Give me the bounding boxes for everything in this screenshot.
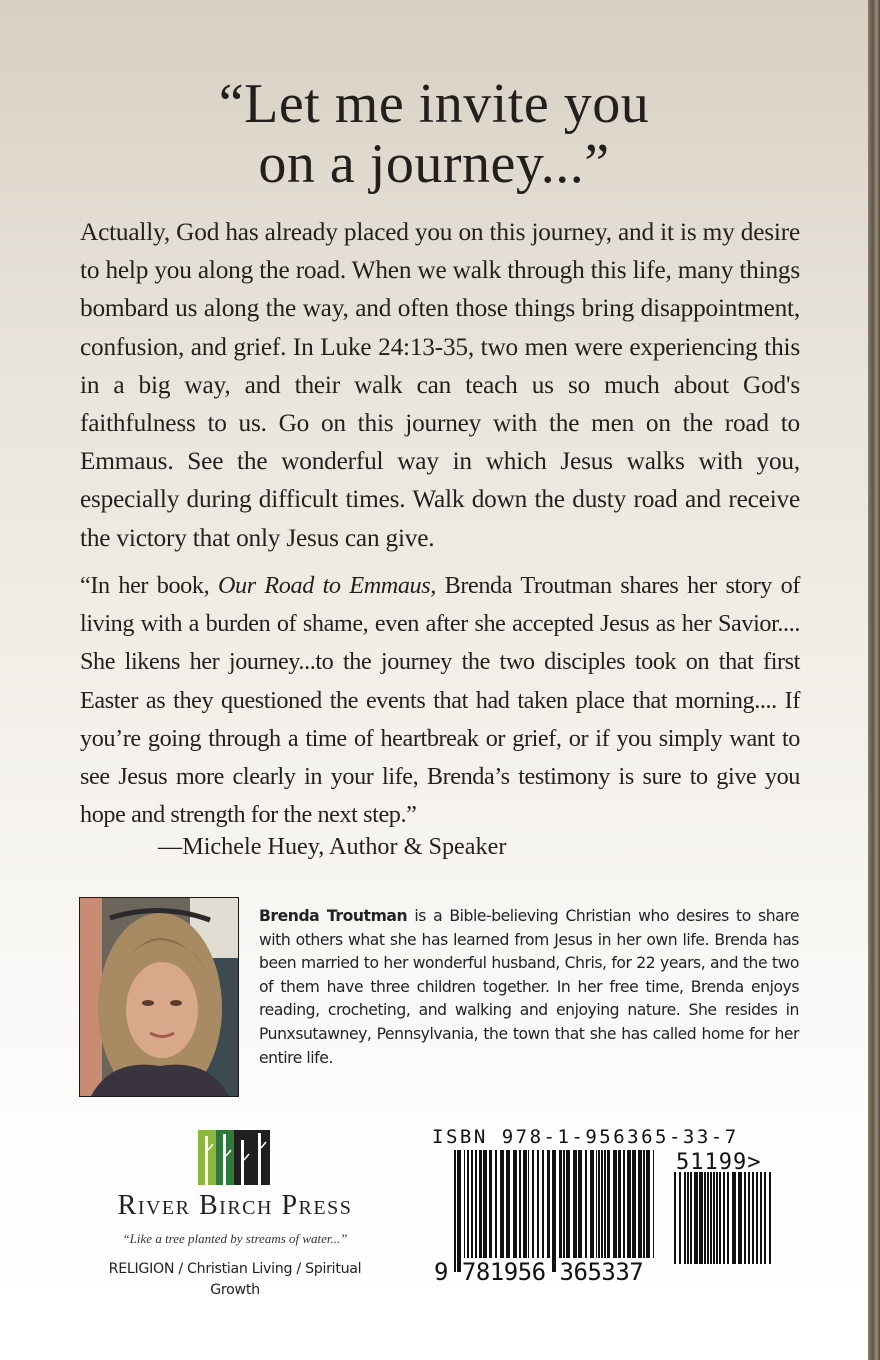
- isbn-digits: 9 781956 365337: [434, 1258, 644, 1286]
- barcode-bar: [632, 1150, 636, 1258]
- endorsement-quote: [80, 567, 800, 834]
- barcode-bar: [756, 1172, 758, 1264]
- birch-trees-icon: [198, 1130, 270, 1185]
- barcode-bar: [598, 1150, 600, 1258]
- barcode-bar: [738, 1172, 742, 1264]
- barcode-bar: [764, 1172, 766, 1264]
- headline-line-1: “Let me invite you: [218, 73, 650, 135]
- author-photo: [79, 897, 239, 1097]
- barcode-bar: [590, 1150, 594, 1258]
- endorsement-book-title: Our Road to Emmaus,: [217, 572, 436, 599]
- barcode-bar: [732, 1172, 736, 1264]
- author-bio: [259, 905, 799, 1070]
- barcode-bar: [547, 1150, 550, 1258]
- barcode-bar: [623, 1150, 625, 1258]
- barcode-bar: [475, 1150, 477, 1258]
- barcode-bar: [653, 1150, 654, 1258]
- barcode-bar: [467, 1150, 469, 1258]
- book-category: RELIGION / Christian Living / Spiritual Growth: [108, 1261, 362, 1298]
- barcode-bar: [513, 1150, 517, 1258]
- barcode-bar: [495, 1150, 497, 1258]
- barcode-bar: [713, 1172, 715, 1264]
- endorsement-attribution: —Michele Huey, Author & Speaker: [158, 833, 507, 860]
- barcode-bar: [643, 1150, 645, 1258]
- barcode-bar: [566, 1150, 570, 1258]
- barcode-bar: [707, 1172, 709, 1264]
- endorsement-intro: “In her book,: [80, 572, 218, 599]
- barcode-bar: [699, 1172, 703, 1264]
- barcode-bar: [578, 1150, 582, 1258]
- barcode-bar: [769, 1172, 771, 1264]
- barcode-bar: [471, 1150, 473, 1258]
- barcode-bar: [674, 1172, 676, 1264]
- barcode-bar: [559, 1150, 562, 1258]
- barcode-bar: [716, 1172, 718, 1264]
- endorsement-text: Brenda Troutman shares her story of living with a burden of shame, even after she accepted Jesus as her Savior.... She likens her journey...to the journey the two disciples took on that first Easter as they questioned the events that had taken place that morning.... If you’re going through a time of heartbreak or grief, or if you simply want to see Jesus more clearly in your life, Brenda’s testimony is sure to give you hope and strength for the next step.”: [80, 572, 800, 829]
- barcode-bar: [727, 1172, 729, 1264]
- isbn-label: ISBN 978-1-956365-33-7: [432, 1126, 739, 1148]
- barcode-bar: [596, 1150, 597, 1258]
- barcode-bar: [479, 1150, 482, 1258]
- barcode-bar: [537, 1150, 539, 1258]
- barcode-bar: [601, 1150, 603, 1258]
- barcode-bar: [532, 1150, 534, 1258]
- headline-line-2: on a journey...”: [258, 133, 610, 195]
- barcode-bar: [613, 1150, 617, 1258]
- barcode-bar: [528, 1150, 529, 1258]
- barcode-bar: [719, 1172, 721, 1264]
- barcode-bar: [563, 1150, 565, 1258]
- barcode-bar: [687, 1172, 689, 1264]
- barcode-bar: [573, 1150, 577, 1258]
- headline: [0, 74, 868, 194]
- book-blurb: Actually, God has already placed you on this journey, and it is my desire to help you along the road. When we walk through this life, many things bombard us along the way, and often those things bring disappointment, confusion, and grief. In Luke 24:13-35, two men were experiencing this in a big way, and their walk can teach us so much about God's faithfulness to us. Go on this journey with the men on the road to Emmaus. See the wonderful way in which Jesus walks with you, especially during difficult times. Walk down the dusty road and receive the victory that only Jesus can give.: [80, 218, 800, 552]
- barcode-bar: [723, 1172, 725, 1264]
- publisher-tagline: “Like a tree planted by streams of water...”: [122, 1231, 348, 1246]
- barcode-bar: [489, 1150, 492, 1258]
- barcode-bar: [457, 1150, 461, 1272]
- barcode-bar: [618, 1150, 621, 1258]
- barcode-bar: [748, 1172, 750, 1264]
- author-name: Brenda Troutman: [259, 907, 408, 925]
- barcode-bar: [604, 1150, 606, 1258]
- barcode-bar: [752, 1172, 754, 1264]
- publisher-name: River Birch Press: [117, 1190, 353, 1221]
- barcode-bar: [464, 1150, 465, 1258]
- barcode-bar: [694, 1172, 698, 1264]
- barcode-bar: [627, 1150, 631, 1258]
- price-code: 51199>: [676, 1150, 762, 1175]
- barcode-bar: [744, 1172, 746, 1264]
- cover-edge: [868, 0, 880, 1360]
- barcode-bar: [483, 1150, 487, 1258]
- barcode-bar: [542, 1150, 544, 1258]
- barcode-bar: [646, 1150, 650, 1258]
- barcode-bar: [710, 1172, 712, 1264]
- barcode-bar: [638, 1150, 642, 1258]
- barcode-bar: [552, 1150, 556, 1272]
- barcode-bar: [500, 1150, 504, 1258]
- barcode-bar: [679, 1172, 681, 1264]
- barcode-bar: [690, 1172, 692, 1264]
- barcode-bar: [760, 1172, 762, 1264]
- barcode-bar: [523, 1150, 527, 1258]
- barcode-bar: [704, 1172, 706, 1264]
- barcode-bar: [607, 1150, 610, 1258]
- barcode-bar: [684, 1172, 686, 1264]
- barcode-bar: [519, 1150, 521, 1258]
- author-bio-text: is a Bible-believing Christian who desires to share with others what she has learned from Jesus in her own life. Brenda has been married to her wonderful husband, Chris, for 22 years, and the two of them have three children together. In her free time, Brenda enjoys reading, crocheting, and walking and enjoying nature. She resides in Punxsutawney, Pennsylvania, the town that she has called home for her entire life.: [259, 907, 799, 1067]
- barcode-bar: [506, 1150, 510, 1258]
- barcode-bar: [585, 1150, 587, 1258]
- barcode-bar: [454, 1150, 456, 1272]
